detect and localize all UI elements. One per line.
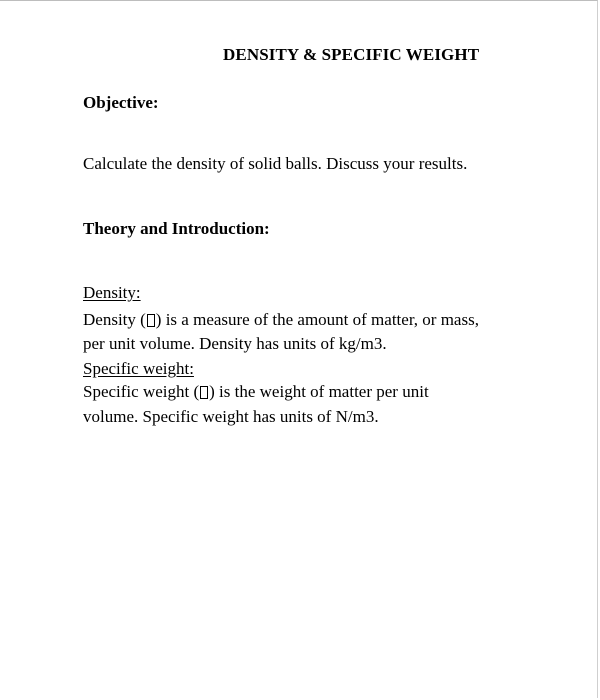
specific-weight-text-before-symbol: Specific weight ( [83, 382, 200, 401]
density-heading: Density: [83, 283, 141, 302]
objective-heading: Objective: [83, 93, 159, 112]
density-symbol-placeholder-icon [147, 314, 155, 327]
specific-weight-paragraph-line-1 [83, 380, 429, 404]
specific-weight-symbol-placeholder-icon [200, 386, 208, 399]
objective-text: Calculate the density of solid balls. Discuss your results. [83, 154, 468, 173]
theory-heading: Theory and Introduction: [83, 219, 270, 238]
density-paragraph-line-2: per unit volume. Density has units of kg/m3. [83, 334, 387, 353]
specific-weight-paragraph-line-2: volume. Specific weight has units of N/m3. [83, 407, 379, 426]
specific-weight-heading: Specific weight: [83, 359, 194, 378]
specific-weight-text-after-symbol: ) is the weight of matter per unit [209, 382, 429, 401]
document-title: DENSITY & SPECIFIC WEIGHT [223, 45, 480, 64]
density-paragraph-line-1 [83, 308, 479, 332]
density-text-before-symbol: Density ( [83, 310, 146, 329]
density-text-after-symbol: ) is a measure of the amount of matter, or mass, [155, 310, 479, 329]
